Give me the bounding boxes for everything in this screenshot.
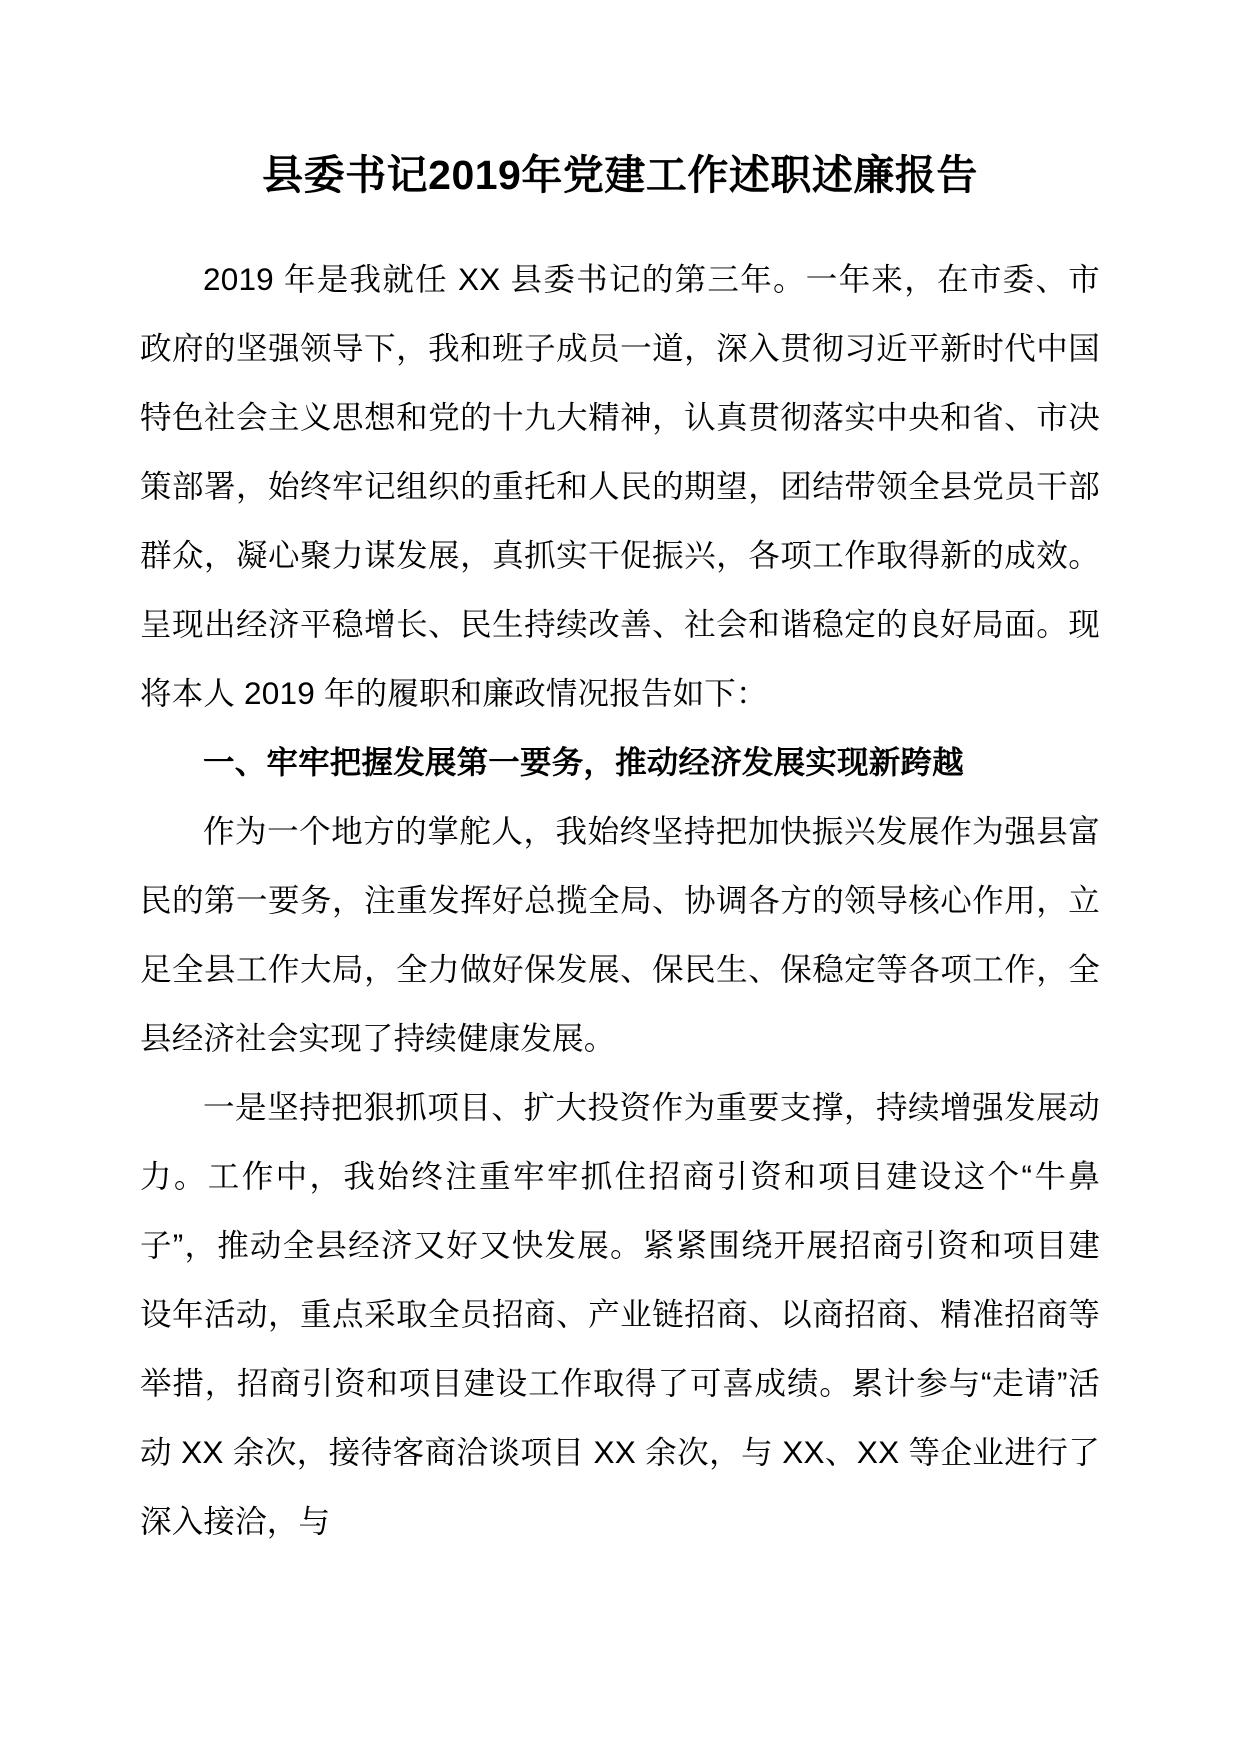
- paragraph-intro: 2019 年是我就任 XX 县委书记的第三年。一年来，在市委、市政府的坚强领导下，我和班子成员一道，深入贯彻习近平新时代中国特色社会主义思想和党的十九大精神，认真贯彻落实中央和省、市决策部署，始终牢记组织的重托和人民的期望，团结带领全县党员干部群众，凝心聚力谋发展，真抓实干促振兴，各项工作取得新的成效。呈现出经济平稳增长、民生持续改善、社会和谐稳定的良好局面。现将本人 2019 年的履职和廉政情况报告如下：: [140, 261, 1100, 712]
- page-title: 县委书记2019年党建工作述职述廉报告: [262, 152, 978, 198]
- section-heading-one: 一、牢牢把握发展第一要务，推动经济发展实现新跨越: [203, 744, 964, 781]
- paragraph-section-one-lead: 作为一个地方的掌舵人，我始终坚持把加快振兴发展作为强县富民的第一要务，注重发挥好总揽全局、协调各方的领导核心作用，立足全县工作大局，全力做好保发展、保民生、保稳定等各项工作，全县经济社会实现了持续健康发展。: [140, 813, 1100, 1057]
- paragraph-section-one-point-one: 一是坚持把狠抓项目、扩大投资作为重要支撑，持续增强发展动力。工作中，我始终注重牢牢抓住招商引资和项目建设这个“牛鼻子”，推动全县经济又好又快发展。紧紧围绕开展招商引资和项目建设年活动，重点采取全员招商、产业链招商、以商招商、精准招商等举措，招商引资和项目建设工作取得了可喜成绩。累计参与“走请”活动 XX 余次，接待客商洽谈项目 XX 余次，与 XX、XX 等企业进行了深入接洽，与: [140, 1089, 1100, 1540]
